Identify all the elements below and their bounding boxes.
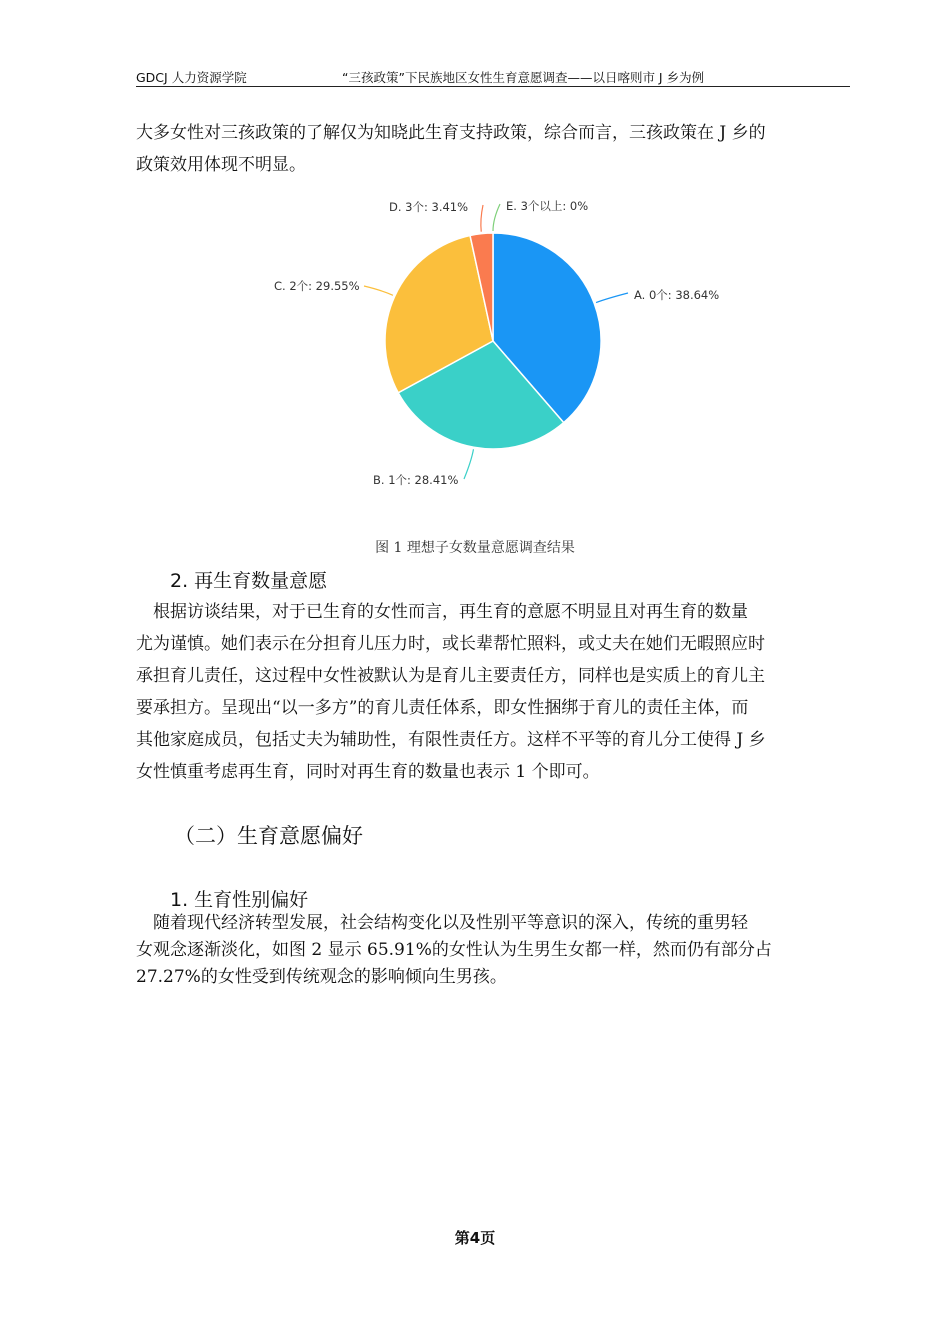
section-1-paragraph [136, 910, 850, 991]
section-heading-1: 1. 生育性别偏好 [170, 889, 309, 911]
page-number: 第4页 [454, 1229, 496, 1247]
pie-leader-line [364, 286, 393, 295]
section-2-line: 其他家庭成员，包括丈夫为辅助性，有限性责任方。这样不平等的育儿分工使得 J 乡 [136, 730, 766, 750]
section-2-line: 根据访谈结果，对于已生育的女性而言，再生育的意愿不明显且对再生育的数量 [136, 602, 748, 622]
section-1-line: 女观念逐渐淡化，如图 2 显示 65.91%的女性认为生男生女都一样，然而仍有部分占 [136, 940, 772, 960]
intro-line: 政策效用体现不明显。 [136, 155, 306, 175]
section-heading-b: （二）生育意愿偏好 [174, 824, 363, 848]
header-institution: GDCJ 人力资源学院 [136, 70, 247, 85]
pie-leader-line [493, 204, 500, 231]
header-paper-title: “三孩政策”下民族地区女性生育意愿调查——以日喀则市 J 乡为例 [342, 70, 705, 85]
figure-caption: 图 1 理想子女数量意愿调查结果 [375, 540, 575, 556]
pie-slice-label: A. 0个: 38.64% [634, 288, 720, 302]
pie-slice-label: E. 3个以上: 0% [506, 199, 589, 213]
pie-slice-label: C. 2个: 29.55% [274, 279, 360, 293]
section-2-paragraph [136, 596, 850, 788]
pie-slice-label: D. 3个: 3.41% [389, 200, 469, 214]
intro-paragraph [136, 117, 850, 181]
pie-leader-line [481, 205, 483, 232]
section-1-line: 27.27%的女性受到传统观念的影响倾向生男孩。 [136, 967, 507, 987]
intro-line: 大多女性对三孩政策的了解仅为知晓此生育支持政策，综合而言，三孩政策在 J 乡的 [136, 123, 766, 143]
section-2-line: 女性慎重考虑再生育，同时对再生育的数量也表示 1 个即可。 [136, 762, 600, 782]
pie-chart [260, 190, 740, 500]
section-2-line: 承担育儿责任，这过程中女性被默认为是育儿主要责任方，同样也是实质上的育儿主 [136, 666, 765, 686]
section-heading-2: 2. 再生育数量意愿 [170, 570, 328, 592]
section-1-line: 随着现代经济转型发展，社会结构变化以及性别平等意识的深入，传统的重男轻 [136, 913, 748, 933]
running-header [136, 66, 850, 87]
pie-chart-svg [260, 190, 740, 500]
section-2-line: 要承担方。呈现出“以一多方”的育儿责任体系，即女性捆绑于育儿的责任主体，而 [136, 698, 749, 718]
pie-slice-label: B. 1个: 28.41% [373, 473, 459, 487]
pie-leader-line [596, 293, 628, 303]
pie-leader-line [464, 449, 473, 479]
section-2-line: 尤为谨慎。她们表示在分担育儿压力时，或长辈帮忙照料，或丈夫在她们无暇照应时 [136, 634, 765, 654]
